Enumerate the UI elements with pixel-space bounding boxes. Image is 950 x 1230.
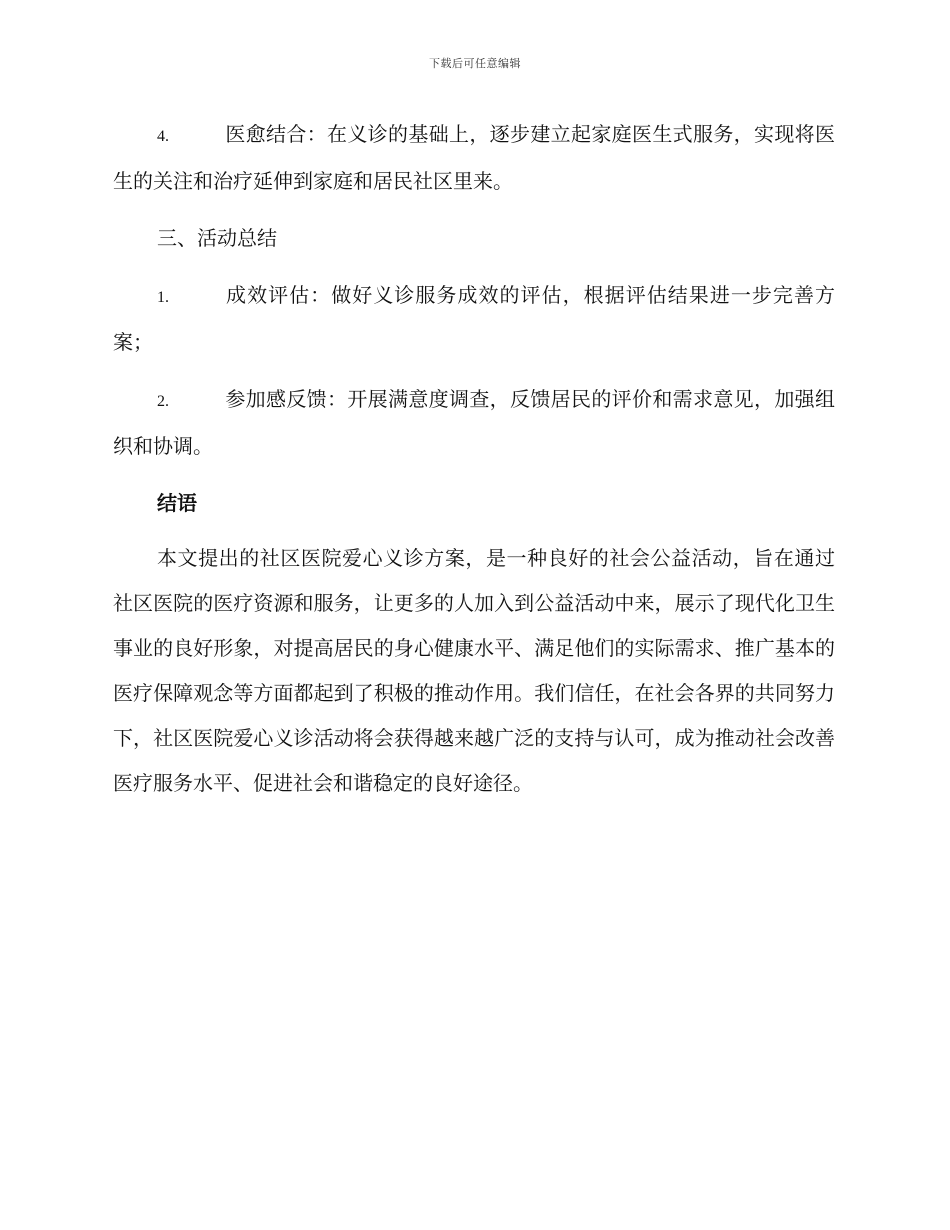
list-item-text: 医愈结合：在义诊的基础上，逐步建立起家庭医生式服务，实现将医生的关注和治疗延伸到家庭和居民社区里来。: [113, 122, 835, 193]
document-content: [113, 112, 835, 806]
list-item-text: 参加感反馈：开展满意度调查，反馈居民的评价和需求意见，加强组织和协调。: [113, 387, 835, 458]
summary-item-2: [113, 377, 835, 469]
list-item-number: 1.: [157, 289, 169, 306]
summary-item-1: [113, 273, 835, 365]
list-item-4: [113, 112, 835, 204]
list-item-number: 2.: [157, 393, 169, 410]
conclusion-body: 本文提出的社区医院爱心义诊方案，是一种良好的社会公益活动，旨在通过社区医院的医疗资源和服务，让更多的人加入到公益活动中来，展示了现代化卫生事业的良好形象，对提高居民的身心健康水平、满足他们的实际需求、推广基本的医疗保障观念等方面都起到了积极的推动作用。我们信任，在社会各界的共同努力下，社区医院爱心义诊活动将会获得越来越广泛的支持与认可，成为推动社会改善医疗服务水平、促进社会和谐稳定的良好途径。: [113, 546, 835, 795]
section-title-summary: 三、活动总结: [157, 226, 277, 250]
list-item-text: 成效评估：做好义诊服务成效的评估，根据评估结果进一步完善方案；: [113, 283, 835, 354]
list-item-number: 4.: [157, 128, 169, 145]
conclusion-heading: 结语: [157, 491, 197, 515]
page-header: 下载后可任意编辑: [429, 57, 521, 70]
